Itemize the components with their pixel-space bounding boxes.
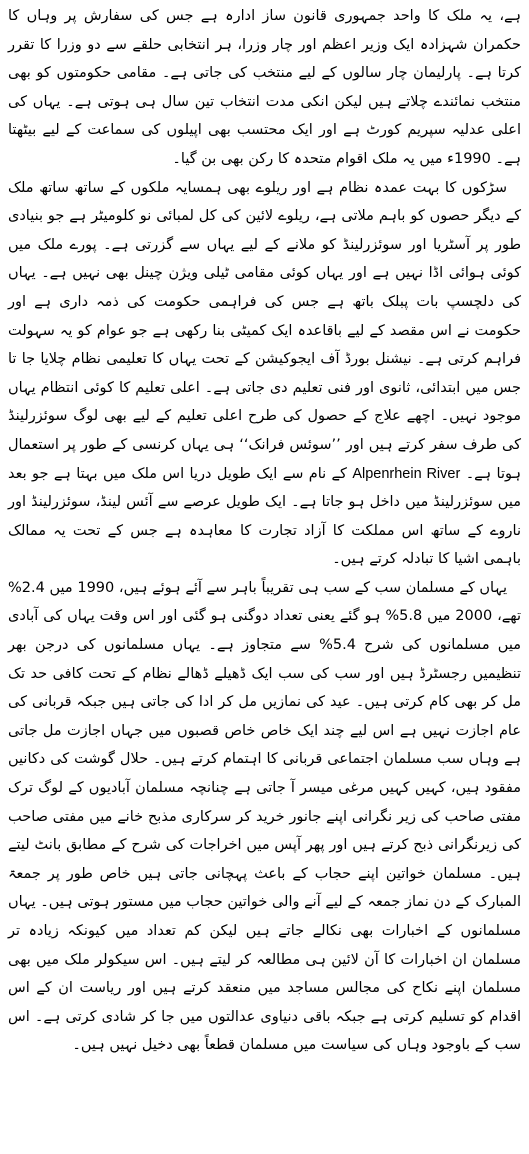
paragraph-government [8, 2, 521, 174]
paragraph-text: ہے، یہ ملک کا واحد جمہوری قانون ساز ادارہ ہے جس کی سفارش پر وہاں کا حکمران شہزادہ ایک وزیر اعظم اور چار وزرا، ہر انتخابی حلقے سے دو وزرا کا تقرر کرتا ہے۔ پارلیمان چار سالوں کے لیے منتخب کی جاتی ہے۔ مقامی حکومتوں کو بھی منتخب نمائندے چلاتے ہیں لیکن انکی مدت انتخاب تین سال ہی ہوتی ہے۔ یہاں کی اعلی عدلیہ سپریم کورٹ ہے اور ایک محتسب بھی اپیلوں کی سماعت کے لیے بیٹھتا ہے۔ 1990ء میں یہ ملک اقوام متحدہ کا رکن بھی بن گیا۔ [8, 8, 521, 167]
paragraph-infrastructure [8, 174, 521, 574]
paragraph-muslims [8, 574, 521, 1060]
paragraph-text-continued: کے نام سے ایک طویل دریا اس ملک میں بہتا ہے جو بعد میں سوئزرلینڈ میں داخل ہو جاتا ہے۔ ایک طویل عرصے سے آئس لینڈ، سوئزرلینڈ اور ناروے کے ساتھ اس مملکت کا آزاد تجارت کا معاہدہ ہے جس کے تحت یہ ممالک باہمی اشیا کا تبادلہ کرتے ہیں۔ [8, 465, 521, 568]
paragraph-text: یہاں کے مسلمان سب کے سب ہی تقریباً باہر سے آئے ہوئے ہیں، 1990 میں 2.4% تھے، 2000 میں 5.8% ہو گئے یعنی تعداد دوگنی ہو گئی اور اس وقت یہاں کی آبادی میں مسلمانوں کی شرح 5.4% سے متجاوز ہے۔ یہاں مسلمانوں کی درجن بھر تنظیمیں رجسٹرڈ ہیں اور سب کی سب ایک ڈھیلے ڈھالے نظام کے تحت کافی حد تک مل کر بھی کام کرتی ہیں۔ عید کی نمازیں مل کر ادا کی جاتی ہیں جبکہ قربانی کی عام اجازت نہیں ہے اس لیے چند ایک خاص خاص قصبوں میں جہاں اجازت مل جاتی ہے وہاں سب مسلمان اجتماعی قربانی کا اہتمام کرتے ہیں۔ حلال گوشت کی دکانیں مفقود ہیں، کہیں کہیں مرغی میسر آ جاتی ہے چنانچہ مسلمان آبادیوں کے لوگ ترک مفتی صاحب کی زیر نگرانی اپنے جانور خرید کر سرکاری مذبح خانے میں مفتی صاحب کی زیرنگرانی ذبح کرتے ہیں اور پھر آپس میں اخراجات کی شرح کے مطابق بانٹ لیتے ہیں۔ مسلمان خواتین اپنے حجاب کے باعث پہچانی جاتی ہیں خاص طور پر جمعۃ المبارک کے دن نماز جمعہ کے لیے آنے والی خواتین حجاب میں مستور ہوتی ہیں۔ یہاں مسلمانوں کے اخبارات بھی نکالے جاتے ہیں لیکن کم تعداد میں کیونکہ زیادہ تر مسلمان ان اخبارات کا آن لائین ہی مطالعہ کر لیتے ہیں۔ اس سیکولر ملک میں بھی مسلمان اپنے نکاح کی مجالس مساجد میں منعقد کرتے ہیں اور ریاست ان کے اس اقدام کو تسلیم کرتی ہے جبکہ باقی دنیاوی عدالتوں میں جا کر شادی کرتی ہے۔ اس سب کے باوجود وہاں کی سیاست میں مسلمان قطعاً بھی دخیل نہیں ہیں۔ [8, 579, 521, 1054]
river-name: Alpenrhein River [352, 465, 461, 482]
paragraph-text: سڑکوں کا بہت عمدہ نظام ہے اور ریلوے بھی ہمسایہ ملکوں کے ساتھ ساتھ ملک کے دیگر حصوں کو باہم ملاتی ہے، ریلوے لائین کی کل لمبائی نو کلومیٹر ہے جو بنیادی طور پر آسٹریا اور سوئزرلینڈ کو ملانے کے لیے یہاں سے گزرتی ہے۔ پورے ملک میں کوئی ہوائی اڈا نہیں ہے اور یہاں کوئی مقامی ٹیلی ویژن چینل بھی نہیں ہے۔ یہاں کی دلچسپ بات پبلک باتھ ہے جس کی فراہمی حکومت کی ذمہ داری ہے اور حکومت نے اس مقصد کے لیے باقاعدہ ایک کمیٹی بنا رکھی ہے جو عوام کو یہ سہولت فراہم کرتی ہے۔ نیشنل بورڈ آف ایجوکیشن کے تحت یہاں کا تعلیمی نظام چلایا جا تا جس میں ابتدائی، ثانوی اور فنی تعلیم دی جاتی ہے۔ اعلی تعلیم کا کوئی انتظام یہاں موجود نہیں۔ اچھے علاج کے حصول کی طرح اعلی تعلیم کے لیے بھی لوگ سوئزرلینڈ کی طرف سفر کرتے ہیں اور ’’سوئس فرانک‘‘ ہی یہاں کرنسی کے طور پر استعمال ہوتا ہے۔ [8, 179, 521, 482]
